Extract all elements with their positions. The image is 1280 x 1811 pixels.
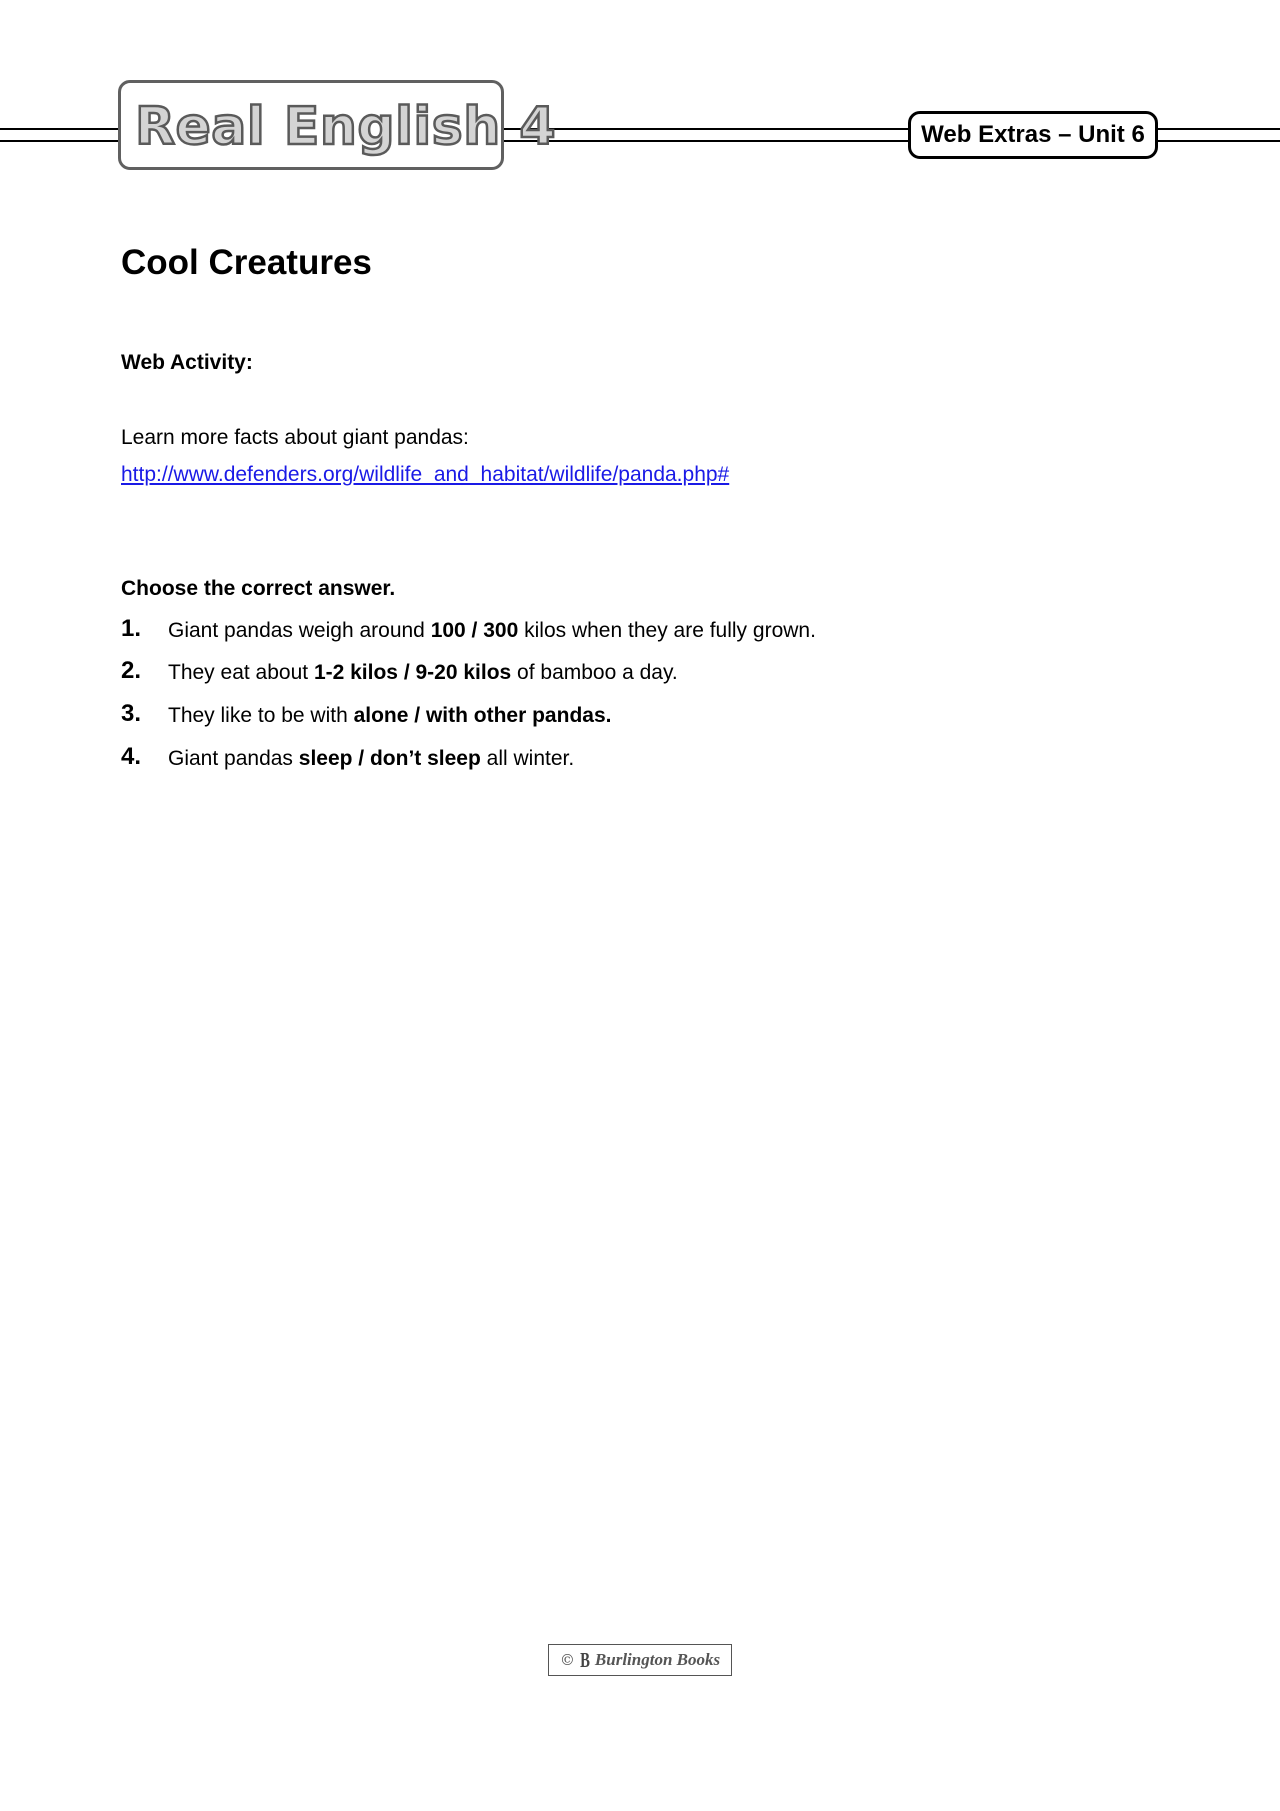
publisher-name: Burlington Books [594,1650,721,1669]
question-text: They like to be with alone / with other pandas. [168,704,612,727]
question-item [121,657,1121,687]
answer-options: 100 / 300 [430,619,519,642]
answer-options: sleep / don’t sleep [298,747,481,770]
question-number: 4. [121,743,142,770]
answer-options: 1-2 kilos / 9-20 kilos [313,661,512,684]
question-item [121,700,1121,730]
page-title: Cool Creatures [121,243,372,282]
web-activity-heading: Web Activity: [121,351,253,374]
series-logo-box [118,80,556,170]
intro-text: Learn more facts about giant pandas: [121,426,469,449]
unit-label: Web Extras – Unit 6 [921,121,1145,148]
answer-options: alone / with other pandas. [353,704,612,727]
series-title: Real English 4 [135,97,556,157]
question-text: They eat about 1-2 kilos / 9-20 kilos of bamboo a day. [168,661,678,684]
question-text: Giant pandas sleep / don’t sleep all winter. [168,747,575,770]
panda-facts-link[interactable]: http://www.defenders.org/wildlife_and_habitat/wildlife/panda.php# [121,463,730,486]
instruction-text: Choose the correct answer. [121,577,396,600]
publisher-logo-icon: B [579,1647,590,1672]
copyright-icon: © [559,1651,575,1669]
question-number: 2. [121,657,142,684]
unit-label-box [908,111,1158,159]
question-text: Giant pandas weigh around 100 / 300 kilos when they are fully grown. [168,619,816,642]
question-item [121,743,1121,773]
question-number: 1. [121,615,142,642]
question-number: 3. [121,700,142,727]
publisher-footer [548,1644,732,1676]
question-item [121,615,1121,645]
